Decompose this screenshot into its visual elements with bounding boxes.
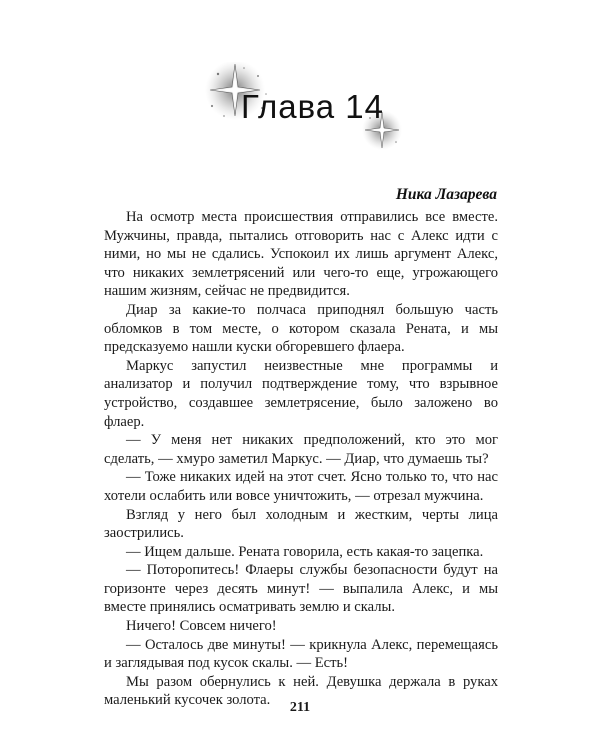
paragraph: Маркус запустил неизвестные мне программы и анализатор и получил подтверждение тому, что взрывное устройство, создавшее землетрясение, было заложено во флаер. [104, 357, 498, 430]
paragraph: Взгляд у него был холодным и жестким, черты лица заострились. [104, 506, 498, 542]
paragraph: — Осталось две минуты! — крикнула Алекс, перемещаясь и заглядывая под кусок скалы. — Есть! [104, 636, 498, 672]
paragraph: — Ищем дальше. Рената говорила, есть какая-то зацепка. [126, 543, 484, 560]
paragraph: — Тоже никаких идей на этот счет. Ясно только то, что нас хотели ослабить или вовсе уничтожить, — отрезал мужчина. [104, 469, 498, 504]
chapter-text [104, 208, 498, 710]
paragraph: Мы разом обернулись к ней. Девушка держала в руках маленький кусочек золота. [104, 673, 498, 709]
paragraph: Ничего! Совсем ничего! [126, 618, 277, 635]
paragraph: — Поторопитесь! Флаеры службы безопасности будут на горизонте через десять минут! — выпалила Алекс, и мы вместе принялись осматривать землю и скалы. [104, 562, 498, 616]
author-name: Ника Лазарева [395, 186, 497, 203]
page-number: 211 [289, 700, 311, 715]
chapter-title: Глава 14 [241, 88, 385, 125]
paragraph: На осмотр места происшествия отправились все вместе. Мужчины, правда, пытались отговорить нас с Алекс идти с ними, но мы не сдались. Успокоил их лишь аргумент Алекс, что никаких землетрясений или чего-то еще, угрожающего нашим жизням, сейчас не предвидится. [104, 209, 498, 300]
paragraph: Диар за какие-то полчаса приподнял большую часть обломков в том месте, о котором сказала Рената, и мы предсказуемо нашли куски обгоревшего флаера. [104, 301, 498, 356]
paragraph: — У меня нет никаких предположений, кто это мог сделать, — хмуро заметил Маркус. — Диар, что думаешь ты? [104, 432, 498, 467]
